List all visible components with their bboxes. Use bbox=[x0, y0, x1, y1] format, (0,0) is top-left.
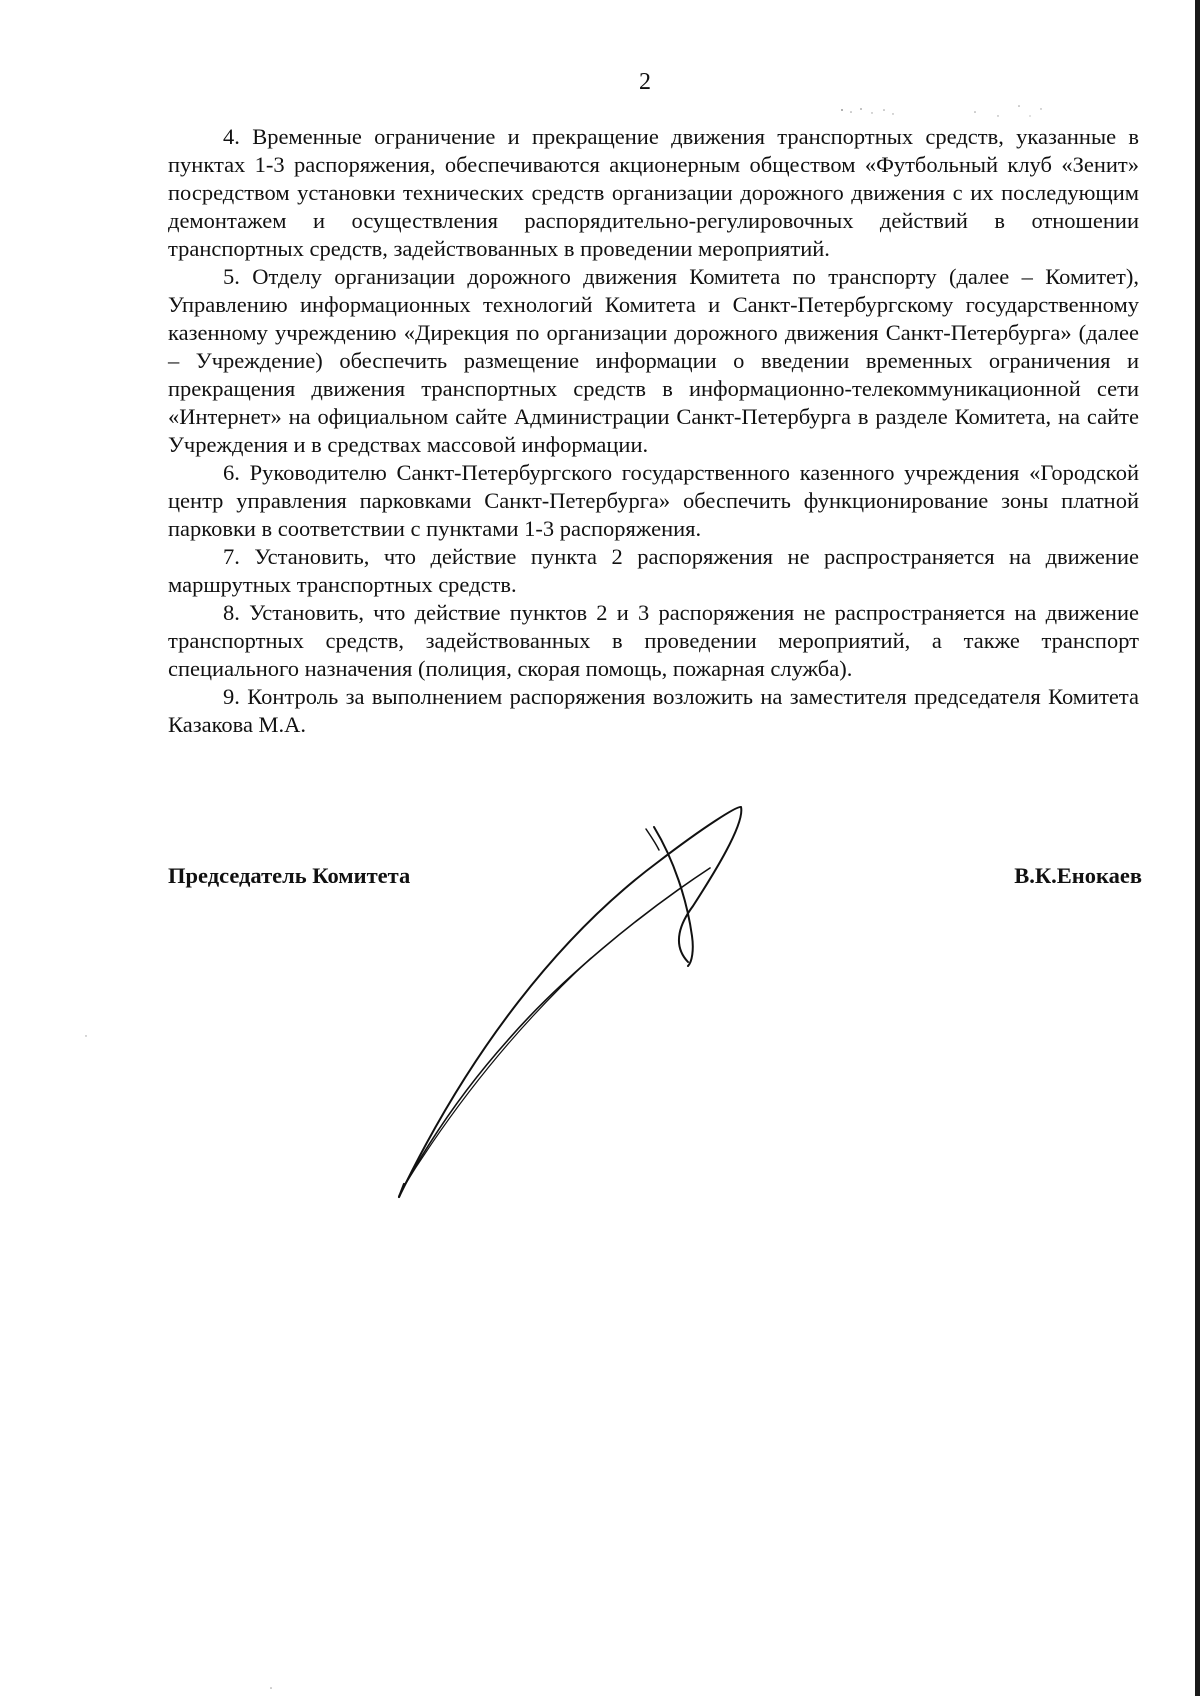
paragraph-6: 6. Руководителю Санкт-Петербургского государственного казенного учреждения «Городской центр управления парковками Санкт-Петербурга» обеспечить функционирование зоны платной парковки в соответствии с пунктами 1-3 распоряжения. bbox=[168, 460, 1139, 541]
paragraph-7: 7. Установить, что действие пункта 2 распоряжения не распространяется на движение маршрутных транспортных средств. bbox=[168, 544, 1139, 597]
signatory-name: В.К.Енокаев bbox=[1014, 863, 1142, 888]
paragraph-4: 4. Временные ограничение и прекращение движения транспортных средств, указанные в пунктах 1-3 распоряжения, обеспечиваются акционерным обществом «Футбольный клуб «Зенит» посредством установки технических средств организации дорожного движения с их последующим демонтажем и осуществления распорядительно-регулировочных действий в отношении транспортных средств, задействованных в проведении мероприятий. bbox=[168, 124, 1139, 261]
signatory-position: Председатель Комитета bbox=[168, 863, 411, 888]
paragraph-8: 8. Установить, что действие пунктов 2 и 3 распоряжения не распространяется на движение транспортных средств, задействованных в проведении мероприятий, а также транспорт специального назначения (полиция, скорая помощь, пожарная служба). bbox=[168, 600, 1139, 681]
paragraph-9: 9. Контроль за выполнением распоряжения возложить на заместителя председателя Комитета Казакова М.А. bbox=[168, 684, 1139, 737]
paragraph-5: 5. Отделу организации дорожного движения Комитета по транспорту (далее – Комитет), Управлению информационных технологий Комитета и Санкт-Петербургскому государственному казенному учреждению «Дирекция по организации дорожного движения Санкт-Петербурга» (далее – Учреждение) обеспечить размещение информации о введении временных ограничения и прекращения движения транспортных средств в информационно-телекоммуникационной сети «Интернет» на официальном сайте Администрации Санкт-Петербурга в разделе Комитета, на сайте Учреждения и в средствах массовой информации. bbox=[168, 264, 1139, 457]
page-number: 2 bbox=[639, 69, 651, 95]
